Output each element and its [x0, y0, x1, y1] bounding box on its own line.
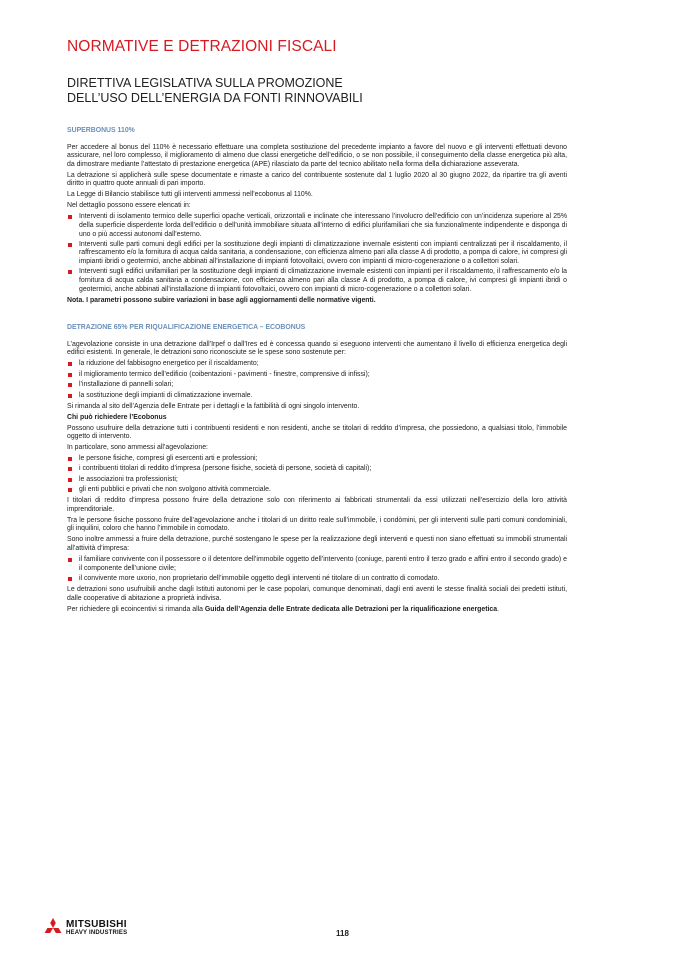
bullet-square-icon — [68, 373, 72, 377]
paragraph: Si rimanda al sito dell’Agenzia delle Entrate per i dettagli e la fattibilità di ogni singolo intervento. — [67, 402, 360, 410]
logo-brand-name: MITSUBISHI — [66, 919, 127, 930]
list-item — [67, 241, 567, 267]
page-subtitle — [67, 76, 487, 106]
list-item — [67, 392, 567, 401]
mitsubishi-logo — [42, 918, 162, 940]
list-item — [67, 213, 567, 239]
bullet-square-icon — [68, 215, 72, 219]
paragraph: La detrazione si applicherà sulle spese documentate e rimaste a carico del contribuente sostenute dal 1 luglio 2020 al 30 giugno 2022, da ripartire tra gli aventi diritto in quattro quote annuali di pari importo. — [67, 171, 567, 188]
list-item — [67, 381, 567, 390]
list-item — [67, 476, 567, 485]
paragraph: Nel dettaglio possono essere elencati in: — [67, 202, 191, 210]
bullet-list-relatives — [67, 556, 567, 584]
list-item-text: il familiare convivente con il possessore o il detentore dell’immobile oggetto dell’intervento (coniuge, parenti entro il terzo grado e affini entro il secondo grado) e il componente dell’unione civile; — [79, 555, 567, 572]
paragraph: Possono usufruire della detrazione tutti i contribuenti residenti e non residenti, anche se titolari di reddito d’impresa, che possiedono, a qualsiasi titolo, l’immobile oggetto di intervento. — [67, 424, 567, 441]
subheading: Chi può richiedere l’Ecobonus — [67, 413, 167, 421]
bullet-square-icon — [68, 467, 72, 471]
list-item — [67, 371, 567, 380]
list-item-text: le associazioni tra professionisti; — [79, 475, 178, 483]
guide-suffix: . — [497, 605, 499, 613]
paragraph: Sono inoltre ammessi a fruire della detrazione, purché sostengano le spese per la realizzazione degli interventi e questi non siano effettuati su immobili strumentali all’attività d’impresa: — [67, 536, 567, 552]
guide-title: Guida dell’Agenzia delle Entrate dedicata alle Detrazioni per la riqualificazione energetica — [204, 605, 498, 613]
note-paragraph: Nota. I parametri possono subire variazioni in base agli aggiornamenti delle normative vigenti. — [67, 296, 376, 304]
bullet-square-icon — [68, 383, 72, 387]
bullet-square-icon — [68, 488, 72, 492]
bullet-square-icon — [68, 478, 72, 482]
list-item — [67, 360, 567, 369]
bullet-square-icon — [68, 577, 72, 581]
bullet-square-icon — [68, 394, 72, 398]
paragraph: Le detrazioni sono usufruibili anche dagli Istituti autonomi per le case popolari, comunque denominati, dagli enti aventi le stesse finalità sociali dei predetti istituti, dalle cooperative di abitazione a proprietà indivisa. — [67, 585, 567, 602]
list-item-text: Interventi sugli edifici unifamiliari per la sostituzione degli impianti di climatizzazione invernale esistenti con impianti per il riscaldamento, il raffrescamento e/o la fornitura di acqua calda sanitaria a condensazione, con efficienza almeno pari alla classe A di prodotto, a pompa di calore, ivi compresi gli impianti ibridi o geotermici, anche abbinati all’installazione di impianti fotovoltaici, ovvero con impianti di micro-cogenerazione o a collettori solari. — [79, 268, 567, 293]
list-item-text: le persone fisiche, compresi gli esercenti arti e professioni; — [79, 455, 258, 463]
list-item — [67, 486, 567, 495]
three-diamonds-icon — [42, 918, 64, 938]
guide-prefix: Per richiedere gli ecoincentivi si rimanda alla — [67, 605, 205, 613]
page-number: 118 — [336, 929, 349, 938]
bullet-square-icon — [68, 270, 72, 274]
section-heading-ecobonus: DETRAZIONE 65% PER RIQUALIFICAZIONE ENERGETICA – ECOBONUS — [67, 324, 306, 332]
bullet-square-icon — [68, 457, 72, 461]
list-item — [67, 465, 567, 474]
page-title: NORMATIVE E DETRAZIONI FISCALI — [67, 38, 337, 55]
list-item-text: gli enti pubblici e privati che non svolgono attività commerciale. — [79, 486, 271, 494]
list-item — [67, 455, 567, 464]
subtitle-line-1: DIRETTIVA LEGISLATIVA SULLA PROMOZIONE — [67, 76, 343, 90]
section-heading-superbonus: SUPERBONUS 110% — [67, 127, 135, 134]
bullet-list-expenses — [67, 360, 567, 400]
paragraph: La Legge di Bilancio stabilisce tutti gli interventi ammessi nell’ecobonus al 110%. — [67, 191, 313, 199]
list-item-text: il convivente more uxorio, non proprietario dell’immobile oggetto degli interventi né titolare di un contratto di comodato. — [79, 574, 440, 582]
list-item-text: Interventi sulle parti comuni degli edifici per la sostituzione degli impianti di climatizzazione invernale esistenti con impianti centralizzati per il riscaldamento, il raffrescamento e/o la fornitura di acqua calda sanitaria, a condensazione, con efficienza almeno pari alla classe A di prodotto, a pompa di calore, ivi compresi gli impianti ibridi o geotermici, anche abbinati all’installazione di impianti fotovoltaici, ovvero con impianti di micro-cogenerazione o a collettori solari. — [79, 240, 567, 266]
bullet-square-icon — [68, 362, 72, 366]
list-item-text: i contribuenti titolari di reddito d’impresa (persone fisiche, società di persone, società di capitali); — [79, 465, 372, 473]
list-item-text: la riduzione del fabbisogno energetico per il riscaldamento; — [79, 360, 259, 368]
bullet-square-icon — [68, 558, 72, 562]
bullet-list-interventions — [67, 213, 567, 294]
logo-brand-subtitle: HEAVY INDUSTRIES — [66, 930, 128, 936]
paragraph-guide-reference — [67, 606, 567, 615]
list-item — [67, 268, 567, 294]
list-item-text: la sostituzione degli impianti di climatizzazione invernale. — [79, 391, 253, 399]
subtitle-line-2: DELL’USO DELL’ENERGIA DA FONTI RINNOVABILI — [67, 91, 363, 105]
list-item — [67, 556, 567, 573]
paragraph: Per accedere al bonus del 110% è necessario effettuare una completa sostituzione del precedente impianto a favore del nuovo e gli interventi effettuati devono assicurare, nel loro complesso, il miglioramento di almeno due classi energetiche dell’edificio, o se non possibile, il conseguimento della classe energetica più alta, da dimostrare mediante l’attestato di prestazione energetica (APE) rilasciato da parte del tecnico abilitato nella forma della dichiarazione asseverata. — [67, 143, 567, 168]
page-content — [67, 127, 567, 617]
bullet-list-beneficiaries — [67, 455, 567, 495]
paragraph: L’agevolazione consiste in una detrazione dall’Irpef o dall’Ires ed è concessa quando si eseguono interventi che aumentano il livello di efficienza energetica degli edifici esistenti. In generale, le detrazioni sono riconosciute se le spese sono sostenute per: — [67, 340, 567, 357]
list-item — [67, 575, 567, 584]
paragraph: In particolare, sono ammessi all’agevolazione: — [67, 444, 208, 452]
paragraph: I titolari di reddito d’impresa possono fruire della detrazione solo con riferimento ai fabbricati strumentali da essi utilizzati nell’esercizio della loro attività imprenditoriale. — [67, 497, 567, 513]
paragraph: Tra le persone fisiche possono fruire dell’agevolazione anche i titolari di un diritto reale sull’immobile, i condòmini, per gli interventi sulle parti comuni condominiali, gli inquilini, coloro che hanno l’immobile in comodato. — [67, 516, 567, 533]
list-item-text: l’installazione di pannelli solari; — [79, 381, 174, 389]
bullet-square-icon — [68, 243, 72, 247]
list-item-text: Interventi di isolamento termico delle superfici opache verticali, orizzontali e inclinate che interessano l’involucro dell’edificio con un’incidenza superiore al 25% della superficie disperdente lorda dell’edificio o dell’unità immobiliare situata all’interno di edifici plurifamiliari che sia funzionalmente indipendente e disponga di uno o più accessi autonomi dall’esterno. — [79, 213, 567, 238]
list-item-text: il miglioramento termico dell’edificio (coibentazioni - pavimenti - finestre, comprensive di infissi); — [79, 370, 370, 378]
